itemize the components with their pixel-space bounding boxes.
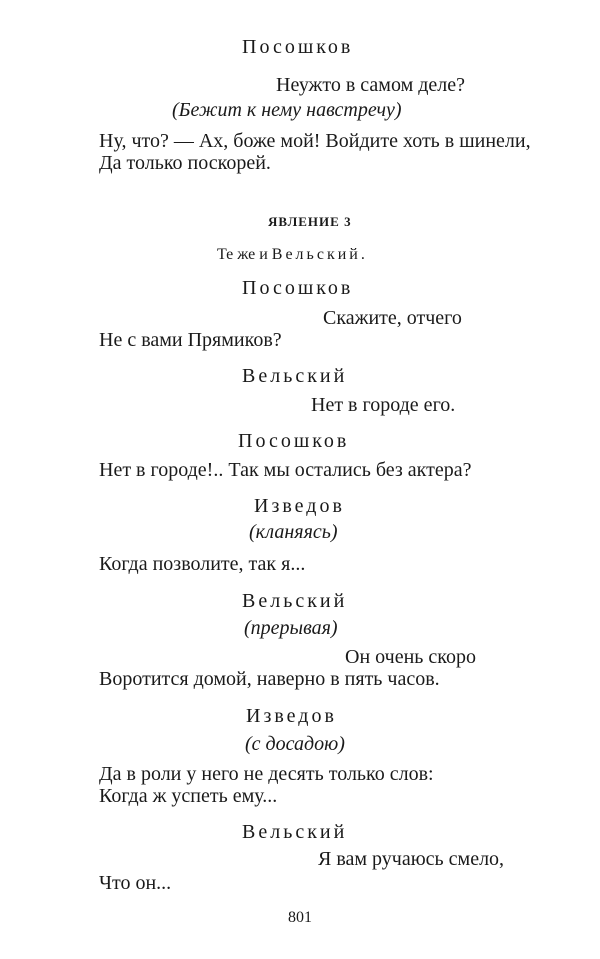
verse-line: Ну, что? — Ах, боже мой! Войдите хоть в шинели,	[99, 130, 531, 152]
verse-line: Не с вами Прямиков?	[99, 329, 282, 351]
speaker-name: Посошков	[242, 36, 354, 58]
cast-suffix: .	[360, 246, 365, 263]
verse-line: Нет в городе!.. Так мы остались без актера?	[99, 459, 472, 481]
stage-direction: (прерывая)	[244, 617, 338, 639]
speaker-name: Посошков	[238, 430, 350, 452]
page-number: 801	[288, 909, 312, 926]
verse-line: Воротится домой, наверно в пять часов.	[99, 668, 440, 690]
verse-line: Когда позволите, так я...	[99, 553, 306, 575]
speaker-name: Вельский	[242, 365, 348, 387]
cast-line	[217, 243, 365, 267]
cast-name: Вельский	[271, 246, 361, 263]
verse-line: Да только поскорей.	[99, 152, 271, 174]
stage-direction: (с досадою)	[245, 733, 345, 755]
verse-line: Да в роли у него не десять только слов:	[99, 763, 434, 785]
verse-line: Когда ж успеть ему...	[99, 785, 278, 807]
speaker-name: Изведов	[246, 705, 337, 727]
verse-line: Он очень скоро	[345, 646, 476, 668]
verse-line: Скажите, отчего	[323, 307, 462, 329]
cast-prefix: Те же и	[217, 246, 272, 263]
verse-line: Неужто в самом деле?	[276, 74, 466, 96]
speaker-name: Изведов	[254, 495, 345, 517]
speaker-name: Посошков	[242, 277, 354, 299]
verse-line: Нет в городе его.	[311, 394, 456, 416]
verse-line: Что он...	[99, 872, 172, 894]
stage-direction: (Бежит к нему навстречу)	[172, 99, 402, 121]
stage-direction: (кланяясь)	[249, 521, 338, 543]
scene-heading: ЯВЛЕНИЕ 3	[268, 214, 352, 229]
verse-line: Я вам ручаюсь смело,	[318, 848, 505, 870]
speaker-name: Вельский	[242, 590, 348, 612]
speaker-name: Вельский	[242, 821, 348, 843]
